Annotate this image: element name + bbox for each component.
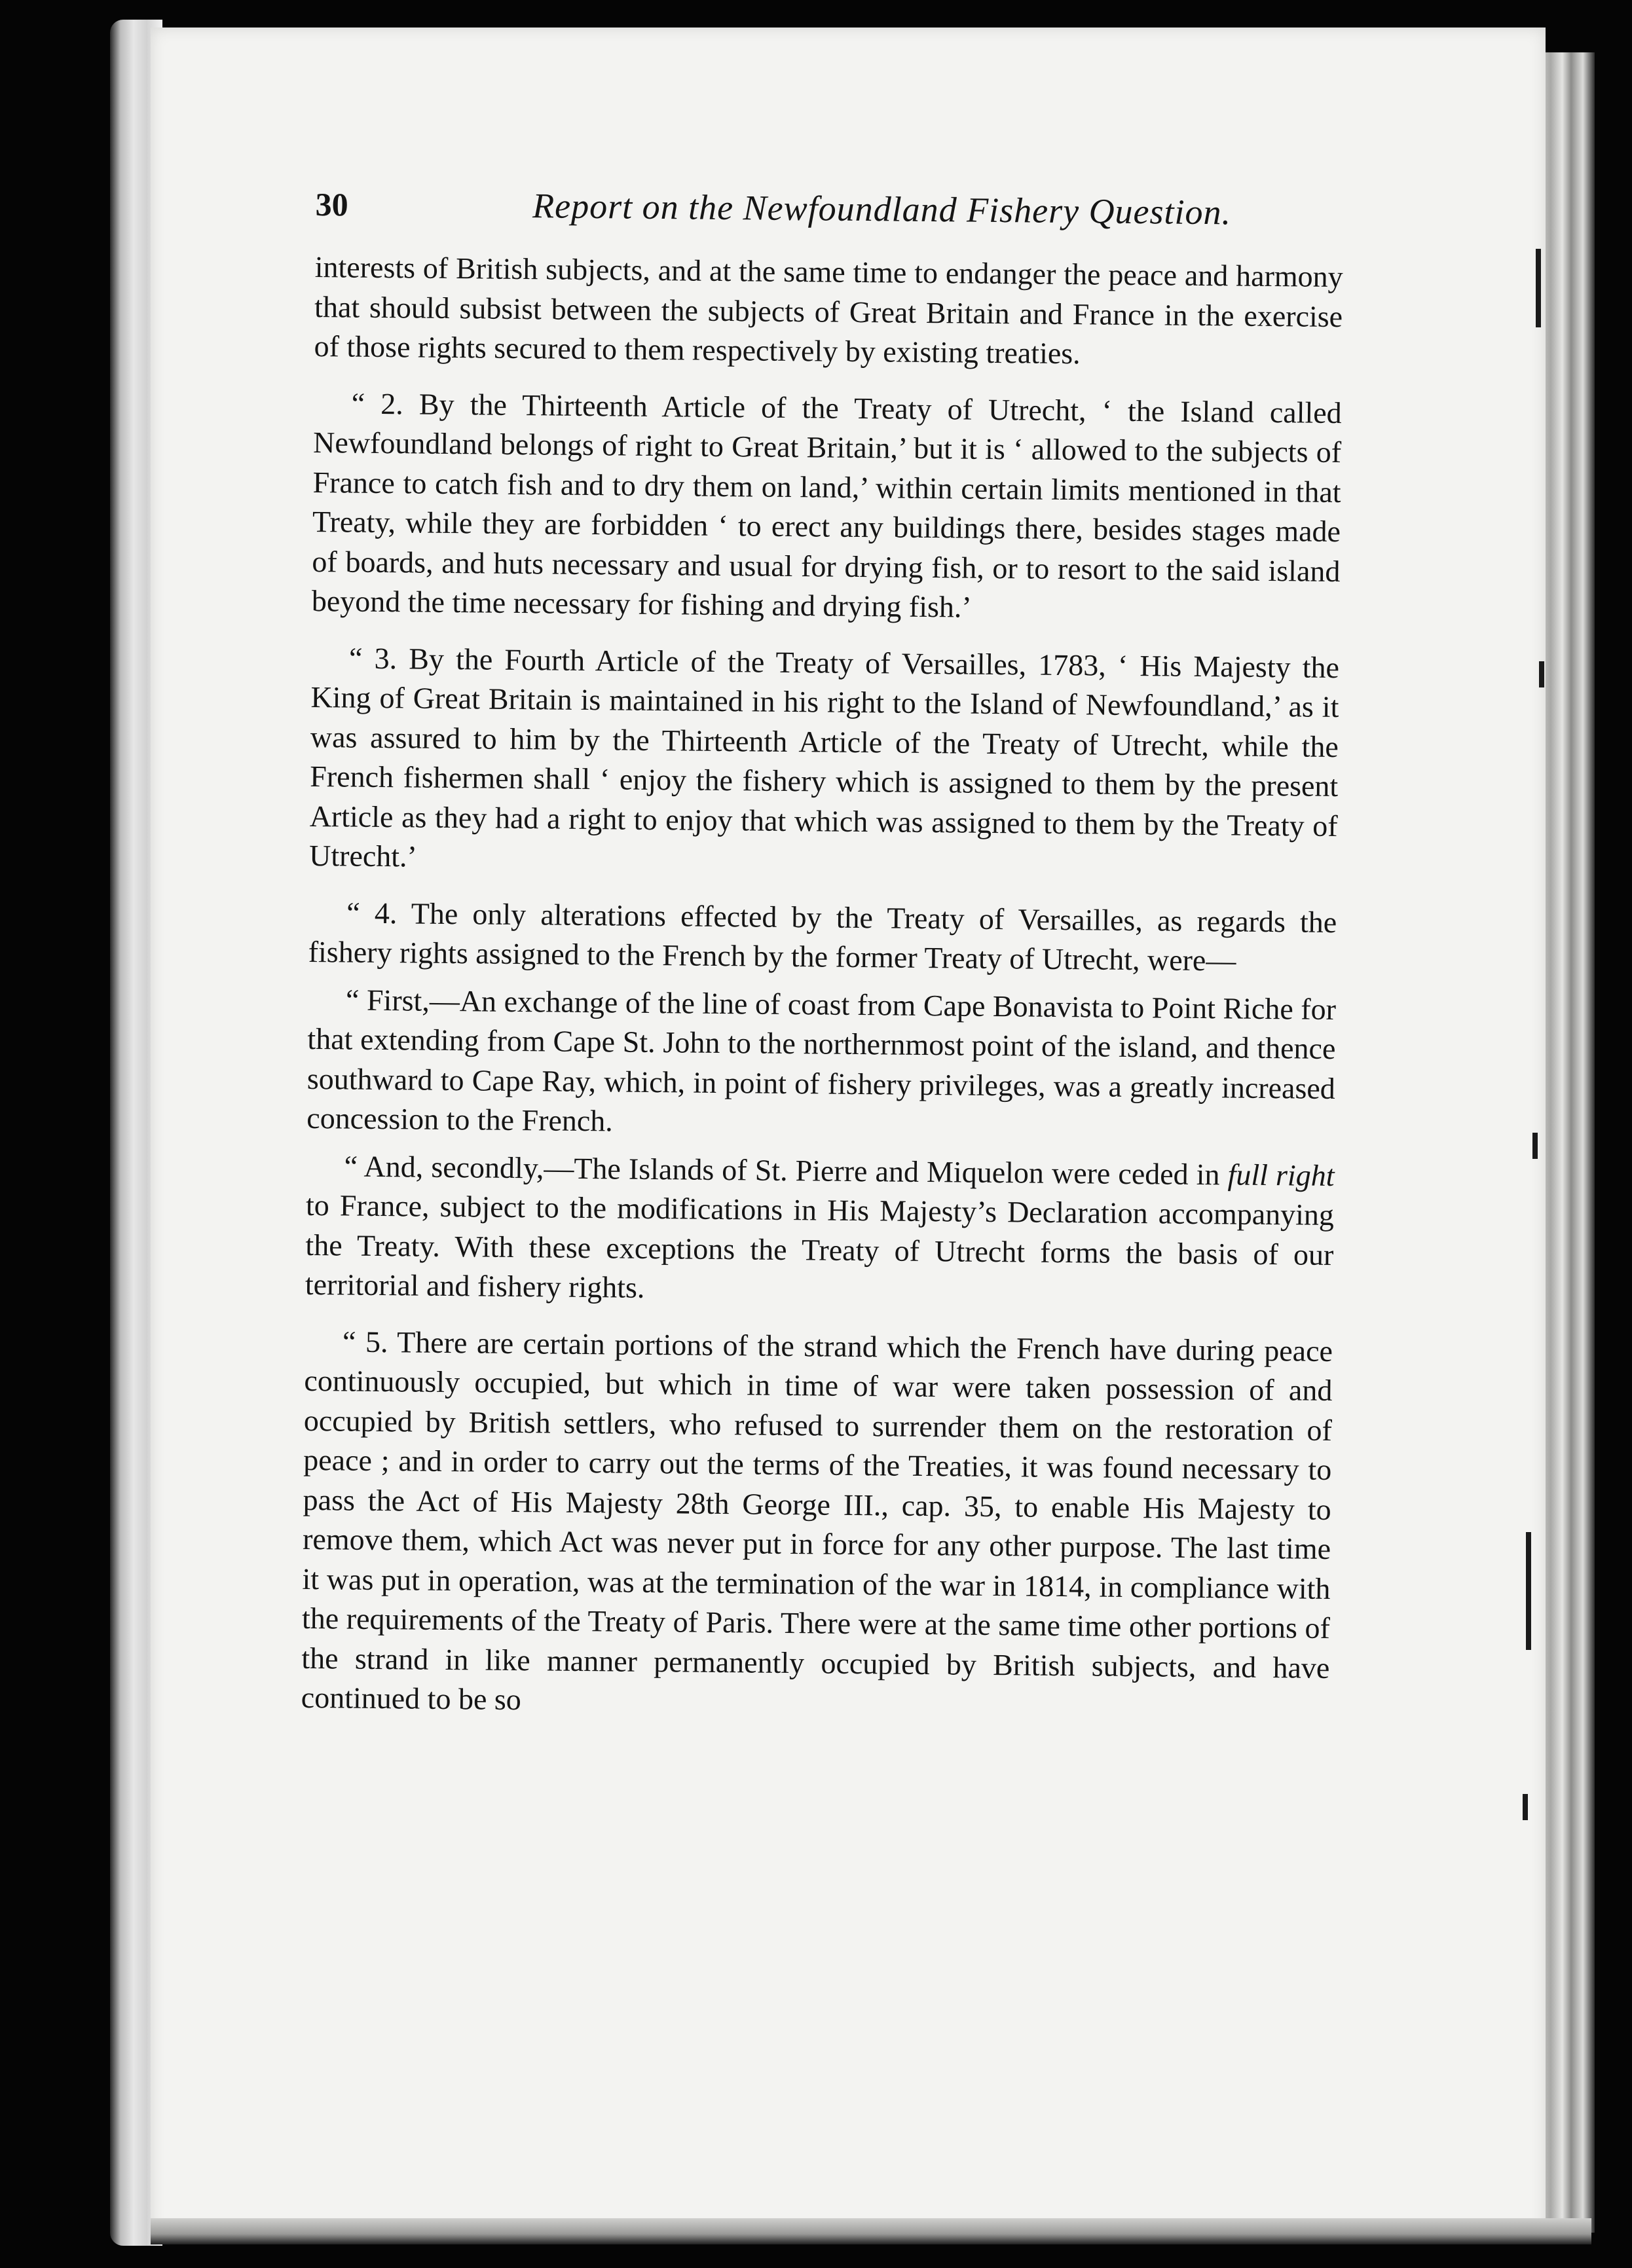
paragraph-4-secondly bbox=[305, 1146, 1335, 1314]
gutter-mark bbox=[1536, 249, 1541, 327]
paragraph-3: “ 3. By the Fourth Article of the Treaty of Versailles, 1783, ‘ His Majesty the King of Great Britain is maintained in his right to the Island of Newfoundland,’ as it was assured to him by the Thirteenth Article of the Treaty of Utrecht, while the French fishermen shall ‘ enjoy the fishery which is assigned to them by the present Article as they had a right to enjoy that which was assigned to them by the Treaty of Utrecht.’ bbox=[308, 641, 1340, 873]
paragraph-continuation: interests of British subjects, and at the same time to endanger the peace and harmony that should subsist between the subjects of Great Britain and France in the exercise of those rights secured to them respectively by existing treaties. bbox=[314, 249, 1343, 371]
paragraph-4-first: “ First,—An exchange of the line of coast from Cape Bonavista to Point Riche for that extending from Cape St. John to the northernmost point of the island, and thence southward to Cape Ray, which, in point of fishery privileges, was a greatly increased concession to the French. bbox=[306, 983, 1337, 1138]
paragraph-2: “ 2. By the Thirteenth Article of the Treaty of Utrecht, ‘ the Island called Newfoundland belongs of right to Great Britain,’ but it is ‘ allowed to the subjects of France to catch fish and to dry them on land,’ within certain limits mentioned in that Treaty, while they are forbidden ‘ to erect any buildings there, besides stages made of boards, and huts necessary and usual for drying fish, or to resort to the said island beyond the time necessary for fishing and drying fish.’ bbox=[311, 386, 1342, 624]
gutter-mark bbox=[1532, 1133, 1538, 1159]
gutter-mark bbox=[1526, 1532, 1531, 1650]
page-number: 30 bbox=[315, 185, 348, 223]
paragraph-4: “ 4. The only alterations effected by the Treaty of Versailles, as regards the fishery rights assigned to the French by the former Treaty of Utrecht, were— bbox=[308, 896, 1337, 978]
paragraph-5: “ 5. There are certain portions of the strand which the French have during peace continuously occupied, but which in time of war were taken possession of and occupied by British settlers, who refused to surrender them on the restoration of peace ; and in order to carry out the terms of the Treaties, it was found necessary to pass the Act of His Majesty 28th George III., cap. 35, to enable His Majesty to remove them, which Act was never put in force for any other purpose. The last time it was put in operation, was at the termination of the war in 1814, in compliance with the requirements of the Treaty of Paris. There were at the same time other portions of the strand in like manner permanently occupied by British subjects, and have continued to be so bbox=[301, 1324, 1333, 1717]
running-title: Report on the Newfoundland Fishery Question. bbox=[532, 186, 1232, 232]
paragraph-4-secondly-before: “ And, secondly,—The Islands of St. Pierre and Miquelon were ceded in bbox=[344, 1148, 1228, 1191]
page-text-block bbox=[301, 183, 1344, 1744]
gutter-mark bbox=[1523, 1794, 1528, 1820]
paragraph-4-secondly-after: to France, subject to the modifications in His Majesty’s Declaration accompanying the Treaty. With these exceptions the Treaty of Utrecht forms the basis of our territorial and fishery rights. bbox=[305, 1188, 1335, 1304]
page-bottom-edge bbox=[151, 2218, 1591, 2244]
gutter-mark bbox=[1539, 661, 1544, 687]
page-header bbox=[315, 183, 1344, 242]
emphasis-full-right: full right bbox=[1227, 1157, 1335, 1192]
